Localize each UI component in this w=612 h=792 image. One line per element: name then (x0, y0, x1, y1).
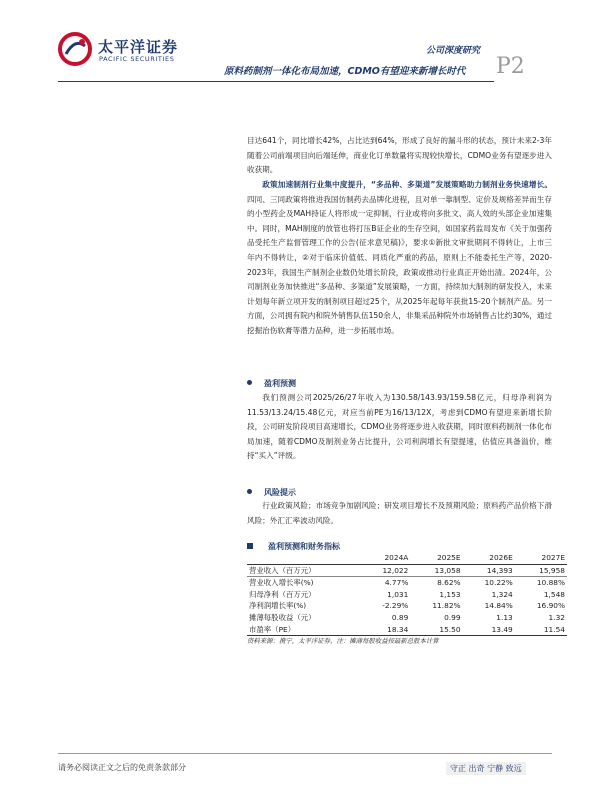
table-source-note: 资料来源：携宁，太平洋证券，注：摊薄每股收益按最新总股本计算 (247, 637, 439, 645)
table-cell: 0.89 (391, 612, 409, 622)
risk-text: 行业政策风险；市场竞争加剧风险；研发项目增长不及预期风险；原料药产品价格下滑风险；外汇汇率波动风险。 (247, 501, 552, 525)
policy-highlight: 政策加速制剂行业集中度提升，“多品种、多渠道”发展策略助力制剂业务快速增长。 (262, 180, 552, 189)
table-cell: 14.84% (484, 601, 513, 611)
table-cell: 18.34 (361, 624, 410, 636)
table-cell: 1,548 (543, 589, 565, 599)
financial-forecast-table (247, 552, 567, 636)
intro-paragraph (247, 134, 552, 178)
row-label: 净利润增长率(%) (249, 601, 307, 611)
bullet-icon (247, 489, 252, 494)
table-cell: 13,058 (410, 564, 462, 577)
row-label: 营业收入增长率(%) (249, 578, 314, 588)
table-header-cell: 2027E (515, 552, 567, 564)
table-cell: 10.88% (536, 578, 565, 588)
table-cell: 1.32 (548, 612, 565, 622)
report-category: 公司深度研究 (425, 46, 480, 56)
table-header-cell: 2026E (463, 552, 515, 564)
table-cell: 1,153 (439, 589, 461, 599)
policy-text (247, 178, 552, 339)
table-row (247, 624, 567, 636)
table-cell: 15,958 (515, 564, 567, 577)
table-row (247, 589, 567, 601)
header-divider (58, 81, 494, 82)
table-cell: 11.82% (432, 601, 461, 611)
table-cell: 1.13 (496, 612, 513, 622)
row-label: 摊薄每股收益（元） (249, 612, 316, 622)
report-title: 原料药制剂一体化布局加速，CDMO有望迎来新增长时代 (224, 66, 466, 77)
table-header-label (247, 552, 361, 564)
bullet-icon (247, 380, 252, 385)
table-cell: 13.49 (463, 624, 515, 636)
policy-paragraph (247, 178, 552, 339)
table-cell: 1,324 (491, 589, 513, 599)
table-cell: 0.99 (444, 612, 461, 622)
table-cell: 4.77% (384, 578, 409, 588)
table-cell: -2.29% (382, 601, 409, 611)
profit-forecast-text: 我们预测公司2025/26/27年收入为130.58/143.93/159.58亿元，归母净利润为11.53/13.24/15.48亿元，对应当前PE为16/13/12X，考虑到CDMO有望迎来新增长阶段，公司研发阶段项目高速增长，CDMO业务将逐步进入收获期，同时原料药制剂一体化布局加速，随着CDMO及制剂业务占比提升，公司利润增长有望提速，估值应具备溢价，维持“买入”评级。 (247, 393, 552, 461)
policy-body: 四同、三同政策将推进我国仿制药去品牌化进程，且对单一靠制型、定价及规格差异而生存的小型药企及MAH持证人将形成一定抑制，行业或将向多批文、高人效的头部企业加速集中。同时，MAH制度的放管也将打压B证企业的生存空间，如国家药监局发布《关于加强药品受托生产监督管理工作的公告(征求意见稿)》，要求①新批文审批期间不得转让，上市三年内不得转让，②对于临床价值低、同质化严重的药品，原则上不能委托生产等，2020-2023年，我国生产制剂企业数仍处增长阶段，政策或推动行业真正开始出清。2024年，公司制剂业务加快推进“多品种、多渠道”发展策略，一方面，持续加大制剂的研发投入，未来计划每年新立项开发的制剂项目超过25个，从2025年起每年获批15-20个制剂产品。另一方面，公司拥有院内和院外销售队伍150余人，非集采品种院外市场销售占比约30%，通过挖掘治伤软膏等潜力品种，进一步拓展市场。 (247, 194, 552, 335)
table-cell: 12,022 (361, 564, 410, 577)
footer-disclaimer: 请务必阅读正文之后的免责条款部分 (58, 763, 186, 772)
footer-motto: 守正 出奇 宁静 致远 (446, 762, 526, 775)
table-cell: 14,393 (463, 564, 515, 577)
intro-text: 目达641个，同比增长42%，占比达到64%，形成了良好的漏斗形的状态，预计未来2-3年随着公司前端项目向后端延伸，商业化订单数量将实现较快增长，CDMO业务有望逐步进入收获期。 (247, 136, 552, 175)
table-cell: 1,031 (387, 589, 409, 599)
table-cell: 15.50 (410, 624, 462, 636)
risk-heading: 风险提示 (247, 487, 296, 498)
logo-chinese-name: 太平洋证券 (98, 38, 179, 56)
table-cell: 10.22% (484, 578, 513, 588)
company-logo (58, 32, 218, 72)
square-bullet-icon (247, 543, 253, 549)
table-header-cell: 2024A (361, 552, 410, 564)
table-cell: 8.62% (437, 578, 461, 588)
row-label: 市盈率（PE） (247, 624, 361, 636)
table-header-row (247, 552, 567, 564)
table-heading: 盈利预测和财务指标 (247, 542, 552, 551)
page-number: P2 (496, 54, 525, 79)
footer-divider (58, 753, 552, 754)
table-cell: 11.54 (515, 624, 567, 636)
logo-english-name: PACIFIC SECURITIES (99, 55, 175, 63)
table-row (247, 577, 567, 589)
table-row (247, 612, 567, 624)
table-cell: 16.90% (536, 601, 565, 611)
profit-forecast-paragraph (247, 391, 552, 464)
table-header-cell: 2025E (410, 552, 462, 564)
row-label: 归母净利（百万元） (249, 589, 316, 599)
table-row (247, 600, 567, 612)
pacific-logo-icon (58, 32, 92, 66)
table-row (247, 564, 567, 577)
profit-forecast-heading: 盈利预测 (247, 378, 296, 389)
row-label: 营业收入（百万元） (247, 564, 361, 577)
risk-paragraph (247, 499, 552, 528)
